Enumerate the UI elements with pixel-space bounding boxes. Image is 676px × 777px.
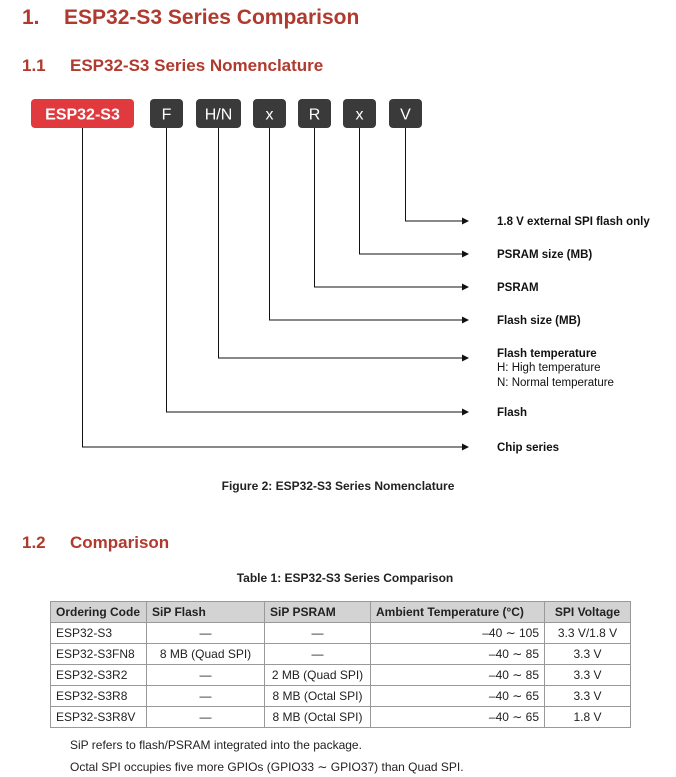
- svg-text:x: x: [355, 106, 364, 124]
- cell-sip-flash: 8 MB (Quad SPI): [147, 644, 265, 665]
- connector-psram: [315, 128, 469, 287]
- connector-voltage: [406, 128, 469, 221]
- cell-spi-voltage: 3.3 V/1.8 V: [545, 623, 631, 644]
- cell-sip-psram: 8 MB (Octal SPI): [265, 686, 371, 707]
- label-flash-temp-high: H: High temperature: [497, 362, 601, 374]
- label-flash: Flash: [497, 407, 528, 419]
- header-ambient-temperature: Ambient Temperature (°C): [371, 602, 545, 623]
- section-number: 1.: [22, 6, 40, 29]
- section-title: ESP32-S3 Series Nomenclature: [70, 56, 324, 75]
- section-number: 1.2: [22, 533, 46, 552]
- table-row: [51, 644, 631, 665]
- cell-sip-flash: —: [147, 623, 265, 644]
- svg-text:V: V: [400, 106, 411, 124]
- svg-text:ESP32-S3: ESP32-S3: [45, 106, 120, 124]
- section-number: 1.1: [22, 56, 46, 75]
- label-voltage: 1.8 V external SPI flash only: [497, 216, 650, 228]
- code-box-psram-size: [343, 99, 376, 128]
- connector-flash: [167, 128, 469, 412]
- section-title: Comparison: [70, 533, 170, 552]
- header-spi-voltage: SPI Voltage: [545, 602, 631, 623]
- cell-ambient-temperature: –40 ∼ 105: [371, 623, 545, 644]
- cell-ordering-code: ESP32-S3R8: [51, 686, 147, 707]
- svg-text:R: R: [308, 106, 321, 124]
- table-note-sip: SiP refers to flash/PSRAM integrated into the package.: [70, 738, 362, 752]
- cell-ordering-code: ESP32-S3FN8: [51, 644, 147, 665]
- header-sip-flash: SiP Flash: [147, 602, 265, 623]
- table-caption: Table 1: ESP32-S3 Series Comparison: [236, 571, 454, 585]
- cell-spi-voltage: 1.8 V: [545, 707, 631, 728]
- cell-ordering-code: ESP32-S3R2: [51, 665, 147, 686]
- label-flash-size: Flash size (MB): [497, 315, 581, 327]
- connector-flash-temperature: [219, 128, 469, 358]
- label-flash-temp-normal: N: Normal temperature: [497, 377, 614, 389]
- cell-ambient-temperature: –40 ∼ 65: [371, 686, 545, 707]
- svg-text:H/N: H/N: [204, 106, 233, 124]
- label-flash-temperature: Flash temperature: [497, 348, 597, 360]
- label-psram: PSRAM: [497, 282, 539, 294]
- section-1-2-heading: [22, 533, 169, 553]
- header-ordering-code: Ordering Code: [51, 602, 147, 623]
- cell-sip-psram: 2 MB (Quad SPI): [265, 665, 371, 686]
- svg-text:F: F: [161, 106, 172, 124]
- code-box-flash-size: [253, 99, 286, 128]
- code-box-flash-temperature: [196, 99, 241, 128]
- table-row: [51, 623, 631, 644]
- cell-spi-voltage: 3.3 V: [545, 644, 631, 665]
- cell-sip-psram: —: [265, 644, 371, 665]
- figure-caption: Figure 2: ESP32-S3 Series Nomenclature: [221, 479, 455, 493]
- code-box-chip-series: [31, 99, 134, 128]
- header-sip-psram: SiP PSRAM: [265, 602, 371, 623]
- code-box-psram: [298, 99, 331, 128]
- connector-flash-size: [270, 128, 469, 320]
- cell-sip-flash: —: [147, 686, 265, 707]
- cell-sip-psram: 8 MB (Octal SPI): [265, 707, 371, 728]
- code-box-voltage: [389, 99, 422, 128]
- svg-text:x: x: [265, 106, 274, 124]
- cell-ambient-temperature: –40 ∼ 65: [371, 707, 545, 728]
- cell-spi-voltage: 3.3 V: [545, 665, 631, 686]
- comparison-table: [50, 601, 631, 728]
- cell-sip-flash: —: [147, 707, 265, 728]
- table-note-octal-spi: Octal SPI occupies five more GPIOs (GPIO33 ∼ GPIO37) than Quad SPI.: [70, 760, 464, 774]
- cell-ordering-code: ESP32-S3: [51, 623, 147, 644]
- connector-psram-size: [360, 128, 469, 254]
- cell-ordering-code: ESP32-S3R8V: [51, 707, 147, 728]
- table-row: [51, 707, 631, 728]
- cell-ambient-temperature: –40 ∼ 85: [371, 665, 545, 686]
- cell-ambient-temperature: –40 ∼ 85: [371, 644, 545, 665]
- section-title: ESP32-S3 Series Comparison: [64, 6, 360, 29]
- code-box-flash: [150, 99, 183, 128]
- table-row: [51, 686, 631, 707]
- table-header-row: [51, 602, 631, 623]
- cell-sip-flash: —: [147, 665, 265, 686]
- table-row: [51, 665, 631, 686]
- cell-sip-psram: —: [265, 623, 371, 644]
- label-chip-series: Chip series: [497, 442, 559, 454]
- label-psram-size: PSRAM size (MB): [497, 249, 593, 261]
- cell-spi-voltage: 3.3 V: [545, 686, 631, 707]
